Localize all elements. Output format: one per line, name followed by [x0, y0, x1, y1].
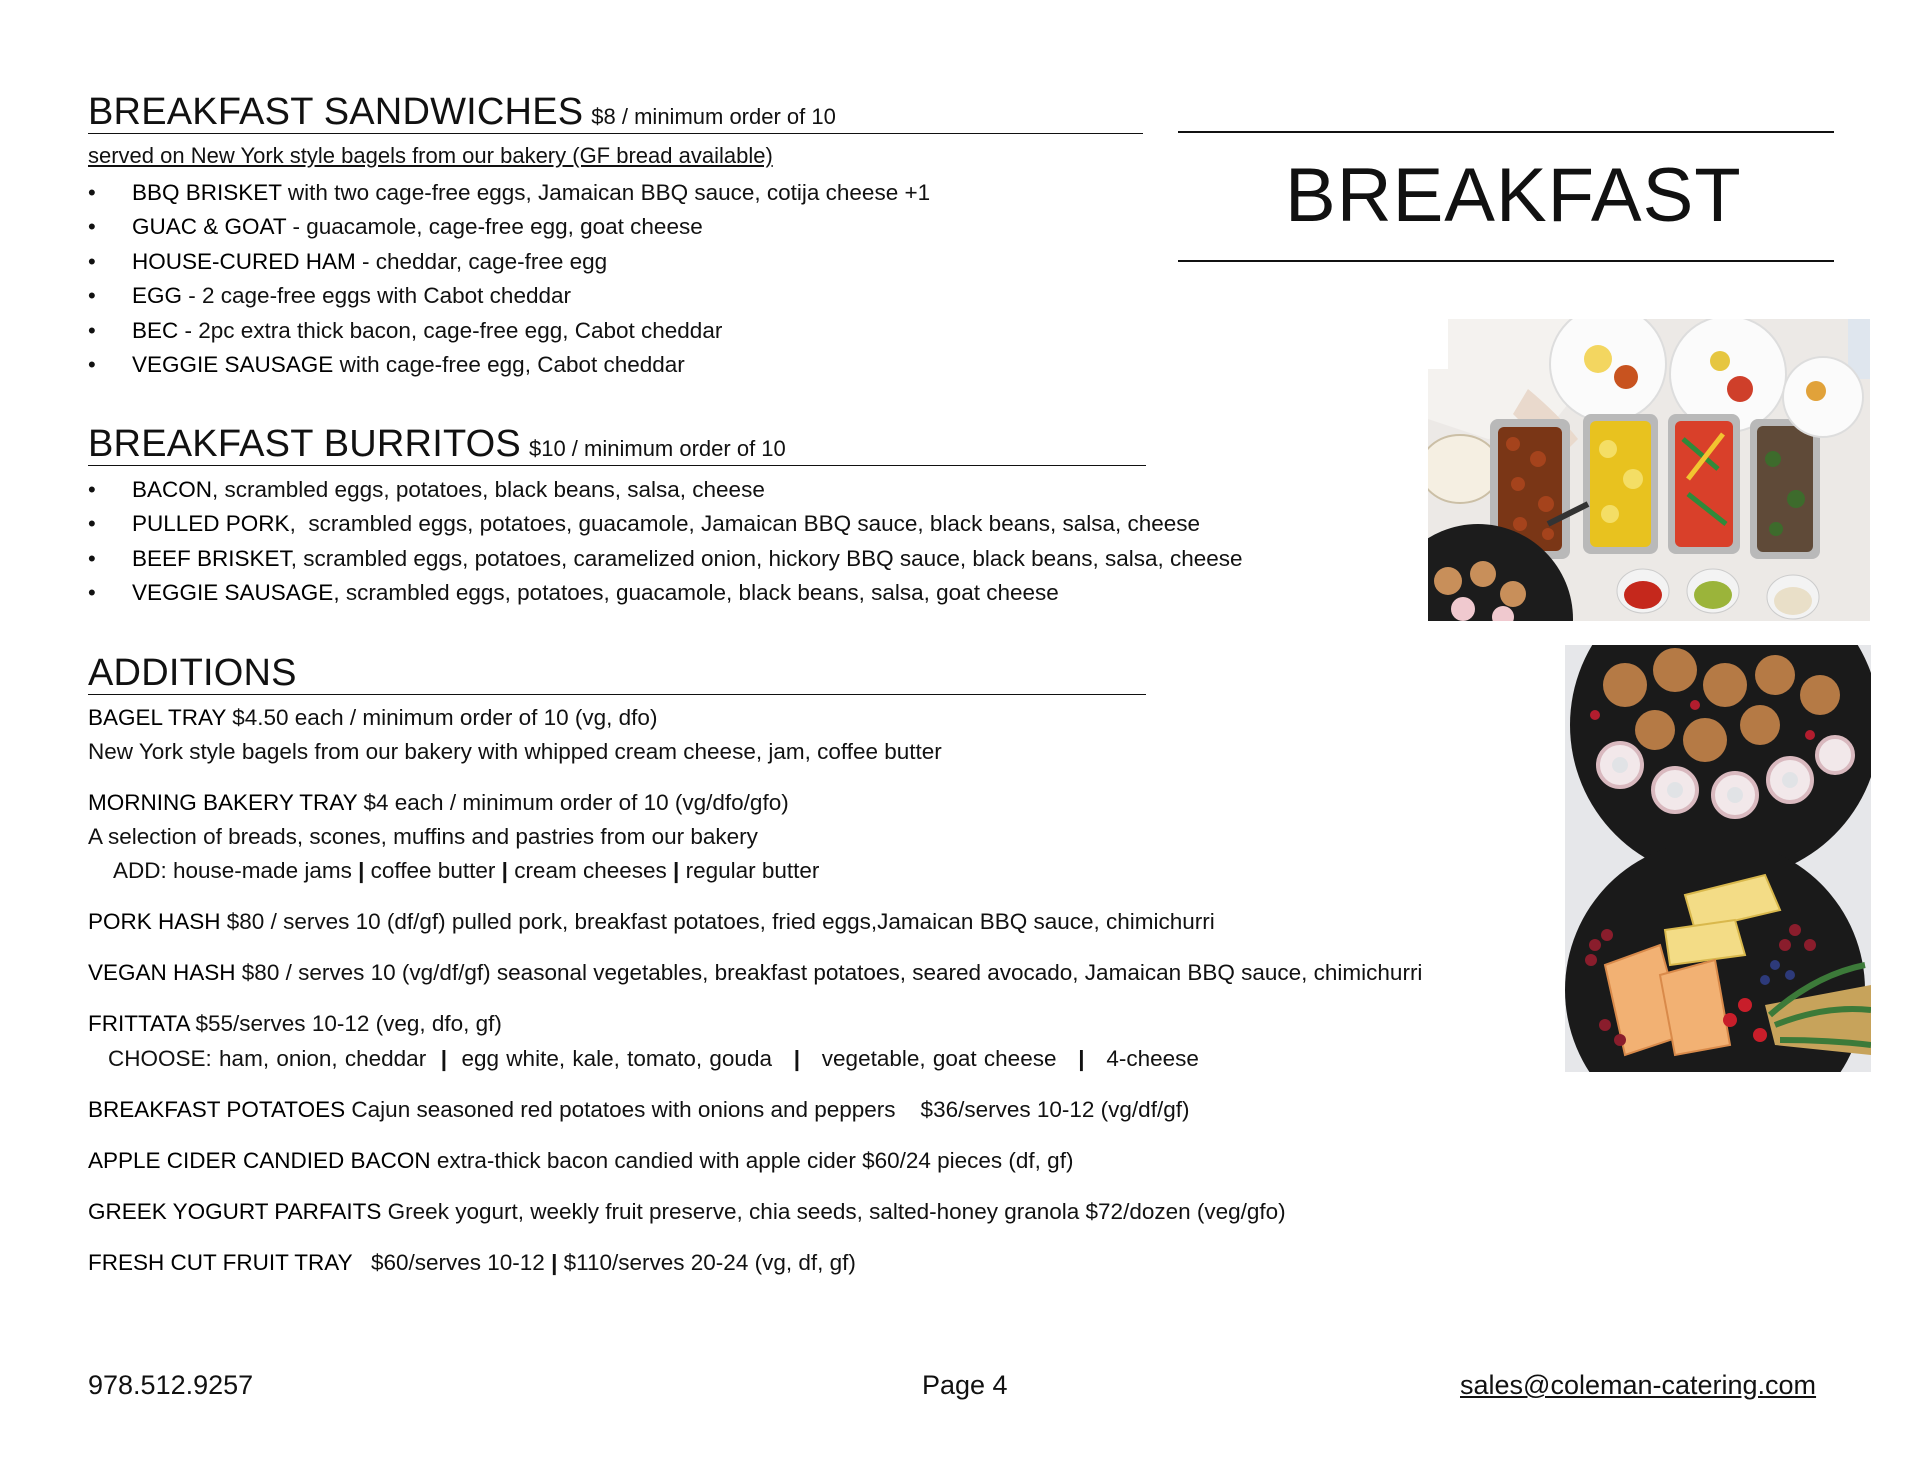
- bullet-icon: •: [88, 545, 96, 571]
- separator: |: [793, 1046, 801, 1071]
- sandwiches-item-desc: - 2pc extra thick bacon, cage-free egg, Cabot cheddar: [178, 317, 723, 343]
- burritos-item-desc: , scrambled eggs, potatoes, black beans, salsa, cheese: [212, 477, 765, 502]
- sandwiches-item: [88, 348, 930, 382]
- burritos-item-name: VEGGIE SAUSAGE,: [132, 580, 340, 606]
- sandwiches-item: [88, 210, 930, 244]
- separator: |: [358, 858, 365, 883]
- burritos-item: [88, 576, 1243, 610]
- bakery-tray-desc: $4 each / minimum order of 10 (vg/dfo/gfo): [357, 790, 789, 815]
- parfaits-name: GREEK YOGURT PARFAITS: [88, 1199, 382, 1224]
- vegan-hash-name: VEGAN HASH: [88, 960, 236, 985]
- sandwiches-item-name: BBQ BRISKET: [132, 180, 282, 205]
- bakery-tray-add-line: [113, 856, 819, 886]
- bullet-icon: •: [88, 214, 96, 240]
- frittata-choose-label: CHOOSE:: [108, 1046, 212, 1071]
- sandwiches-item: [88, 279, 930, 313]
- fruit-tray-desc: $60/serves 10-12: [352, 1250, 552, 1275]
- sandwiches-item: [88, 245, 930, 279]
- bullet-icon: •: [88, 283, 96, 309]
- sandwiches-item-name: VEGGIE SAUSAGE: [132, 351, 334, 377]
- frittata-name: FRITTATA: [88, 1011, 190, 1036]
- bakery-add-option: regular butter: [685, 858, 820, 883]
- fruit-tray-name: FRESH CUT FRUIT TRAY: [88, 1250, 353, 1275]
- bakery-add-label: ADD: house-made jams: [113, 858, 359, 883]
- sandwiches-item-name: BEC: [132, 317, 179, 343]
- sandwiches-list: [88, 176, 930, 382]
- sandwiches-item-desc: with two cage-free eggs, Jamaican BBQ sauce, cotija cheese +1: [281, 180, 931, 205]
- frittata-desc: $55/serves 10-12 (veg, dfo, gf): [189, 1011, 502, 1036]
- bakery-tray-detail: A selection of breads, scones, muffins and pastries from our bakery: [88, 824, 758, 849]
- parfaits-line: [88, 1197, 1286, 1227]
- fruit-tray-desc2: $110/serves 20-24 (vg, df, gf): [557, 1250, 856, 1275]
- potatoes-desc: Cajun seasoned red potatoes with onions and peppers $36/serves 10-12 (vg/df/gf): [345, 1097, 1190, 1122]
- candied-bacon-desc: extra-thick bacon candied with apple cider $60/24 pieces (df, gf): [430, 1148, 1074, 1173]
- title-rule-bottom: [1178, 260, 1834, 262]
- burritos-heading: [88, 425, 1146, 466]
- pastry-fruit-image: [1565, 645, 1871, 1072]
- sandwiches-item-name: HOUSE-CURED HAM: [132, 248, 356, 274]
- bakery-tray-name: MORNING BAKERY TRAY: [88, 790, 358, 815]
- frittata-choice: egg white, kale, tomato, gouda: [461, 1046, 772, 1071]
- fruit-tray-line: [88, 1248, 856, 1278]
- pastry-fruit-platters-photo: [1565, 645, 1871, 1072]
- bagel-tray-line: [88, 703, 657, 733]
- separator: |: [501, 858, 508, 883]
- sandwiches-item-desc: - 2 cage-free eggs with Cabot cheddar: [182, 283, 571, 309]
- separator: |: [551, 1250, 558, 1275]
- frittata-line: [88, 1009, 502, 1039]
- sandwiches-subline: served on New York style bagels from our bakery (GF bread available): [88, 143, 773, 168]
- vegan-hash-line: [88, 958, 1422, 988]
- sandwiches-item-name: EGG: [132, 283, 183, 309]
- breakfast-buffet-photo: [1428, 319, 1870, 621]
- burritos-item: [88, 473, 1243, 507]
- burritos-item-desc: , scrambled eggs, potatoes, guacamole, Jamaican BBQ sauce, black beans, salsa, cheese: [289, 511, 1201, 537]
- burritos-item-desc: scrambled eggs, potatoes, guacamole, black beans, salsa, goat cheese: [339, 580, 1059, 606]
- burritos-price: $10 / minimum order of 10: [528, 436, 786, 461]
- footer-phone: 978.512.9257: [88, 1370, 254, 1400]
- bullet-icon: •: [88, 580, 96, 606]
- sandwiches-item-desc: with cage-free egg, Cabot cheddar: [333, 351, 685, 377]
- bagel-tray-desc: $4.50 each / minimum order of 10 (vg, dfo): [225, 705, 658, 730]
- burritos-item: [88, 542, 1243, 576]
- bagel-tray-detail: New York style bagels from our bakery with whipped cream cheese, jam, coffee butter: [88, 739, 942, 764]
- bakery-tray-line: [88, 788, 789, 818]
- potatoes-name: BREAKFAST POTATOES: [88, 1097, 346, 1122]
- sandwiches-item-desc: - cheddar, cage-free egg: [355, 248, 608, 274]
- parfaits-desc: Greek yogurt, weekly fruit preserve, chia seeds, salted-honey granola $72/dozen (veg/gfo): [381, 1199, 1286, 1224]
- potatoes-line: [88, 1095, 1189, 1125]
- sandwiches-item-name: GUAC & GOAT: [132, 214, 287, 240]
- additions-title: ADDITIONS: [88, 652, 297, 694]
- bakery-add-option: cream cheeses: [514, 858, 667, 883]
- frittata-choice: ham, onion, cheddar: [219, 1046, 427, 1071]
- bagel-tray-name: BAGEL TRAY: [88, 705, 226, 730]
- candied-bacon-name: APPLE CIDER CANDIED BACON: [88, 1148, 431, 1173]
- burritos-item-name: BEEF BRISKET: [132, 545, 291, 571]
- breakfast-buffet-image: [1428, 319, 1870, 621]
- pork-hash-name: PORK HASH: [88, 909, 221, 934]
- frittata-choice: vegetable, goat cheese: [821, 1046, 1057, 1071]
- burritos-title: BREAKFAST BURRITOS: [88, 423, 521, 465]
- burritos-item-name: PULLED PORK: [132, 511, 290, 537]
- burritos-item: [88, 507, 1243, 541]
- sandwiches-item: [88, 314, 930, 348]
- frittata-choice: 4-cheese: [1106, 1046, 1199, 1071]
- sandwiches-price: $8 / minimum order of 10: [591, 104, 836, 129]
- title-rule-top: [1178, 131, 1834, 133]
- footer-page-number: Page 4: [922, 1370, 1008, 1400]
- bakery-add-option: coffee butter: [370, 858, 496, 883]
- separator: |: [440, 1046, 447, 1071]
- burritos-list: [88, 473, 1243, 611]
- pork-hash-desc: $80 / serves 10 (df/gf) pulled pork, breakfast potatoes, fried eggs,Jamaican BBQ sauce, chimichurri: [220, 909, 1215, 934]
- frittata-choose-line: [108, 1044, 1199, 1074]
- bullet-icon: •: [88, 477, 96, 502]
- separator: |: [1078, 1046, 1085, 1071]
- bullet-icon: •: [88, 180, 96, 205]
- candied-bacon-line: [88, 1146, 1073, 1176]
- bullet-icon: •: [88, 511, 96, 537]
- separator: |: [673, 858, 680, 883]
- burritos-item-name: BACON: [132, 477, 213, 502]
- pork-hash-line: [88, 907, 1215, 937]
- burritos-item-desc: , scrambled eggs, potatoes, caramelized onion, hickory BBQ sauce, black beans, salsa, cheese: [290, 545, 1243, 571]
- sandwiches-heading: [88, 93, 1143, 134]
- footer-email-link[interactable]: sales@coleman-catering.com: [1460, 1370, 1817, 1400]
- sandwiches-item-desc: - guacamole, cage-free egg, goat cheese: [286, 214, 703, 240]
- bullet-icon: •: [88, 317, 96, 343]
- bullet-icon: •: [88, 248, 96, 274]
- sandwiches-title: BREAKFAST SANDWICHES: [88, 91, 584, 133]
- bullet-icon: •: [88, 351, 96, 377]
- page-title: BREAKFAST: [1285, 153, 1742, 238]
- additions-heading: [88, 654, 1146, 695]
- vegan-hash-desc: $80 / serves 10 (vg/df/gf) seasonal vegetables, breakfast potatoes, seared avocado, Jamaican BBQ sauce, chimichurri: [235, 960, 1423, 985]
- sandwiches-item: [88, 176, 930, 210]
